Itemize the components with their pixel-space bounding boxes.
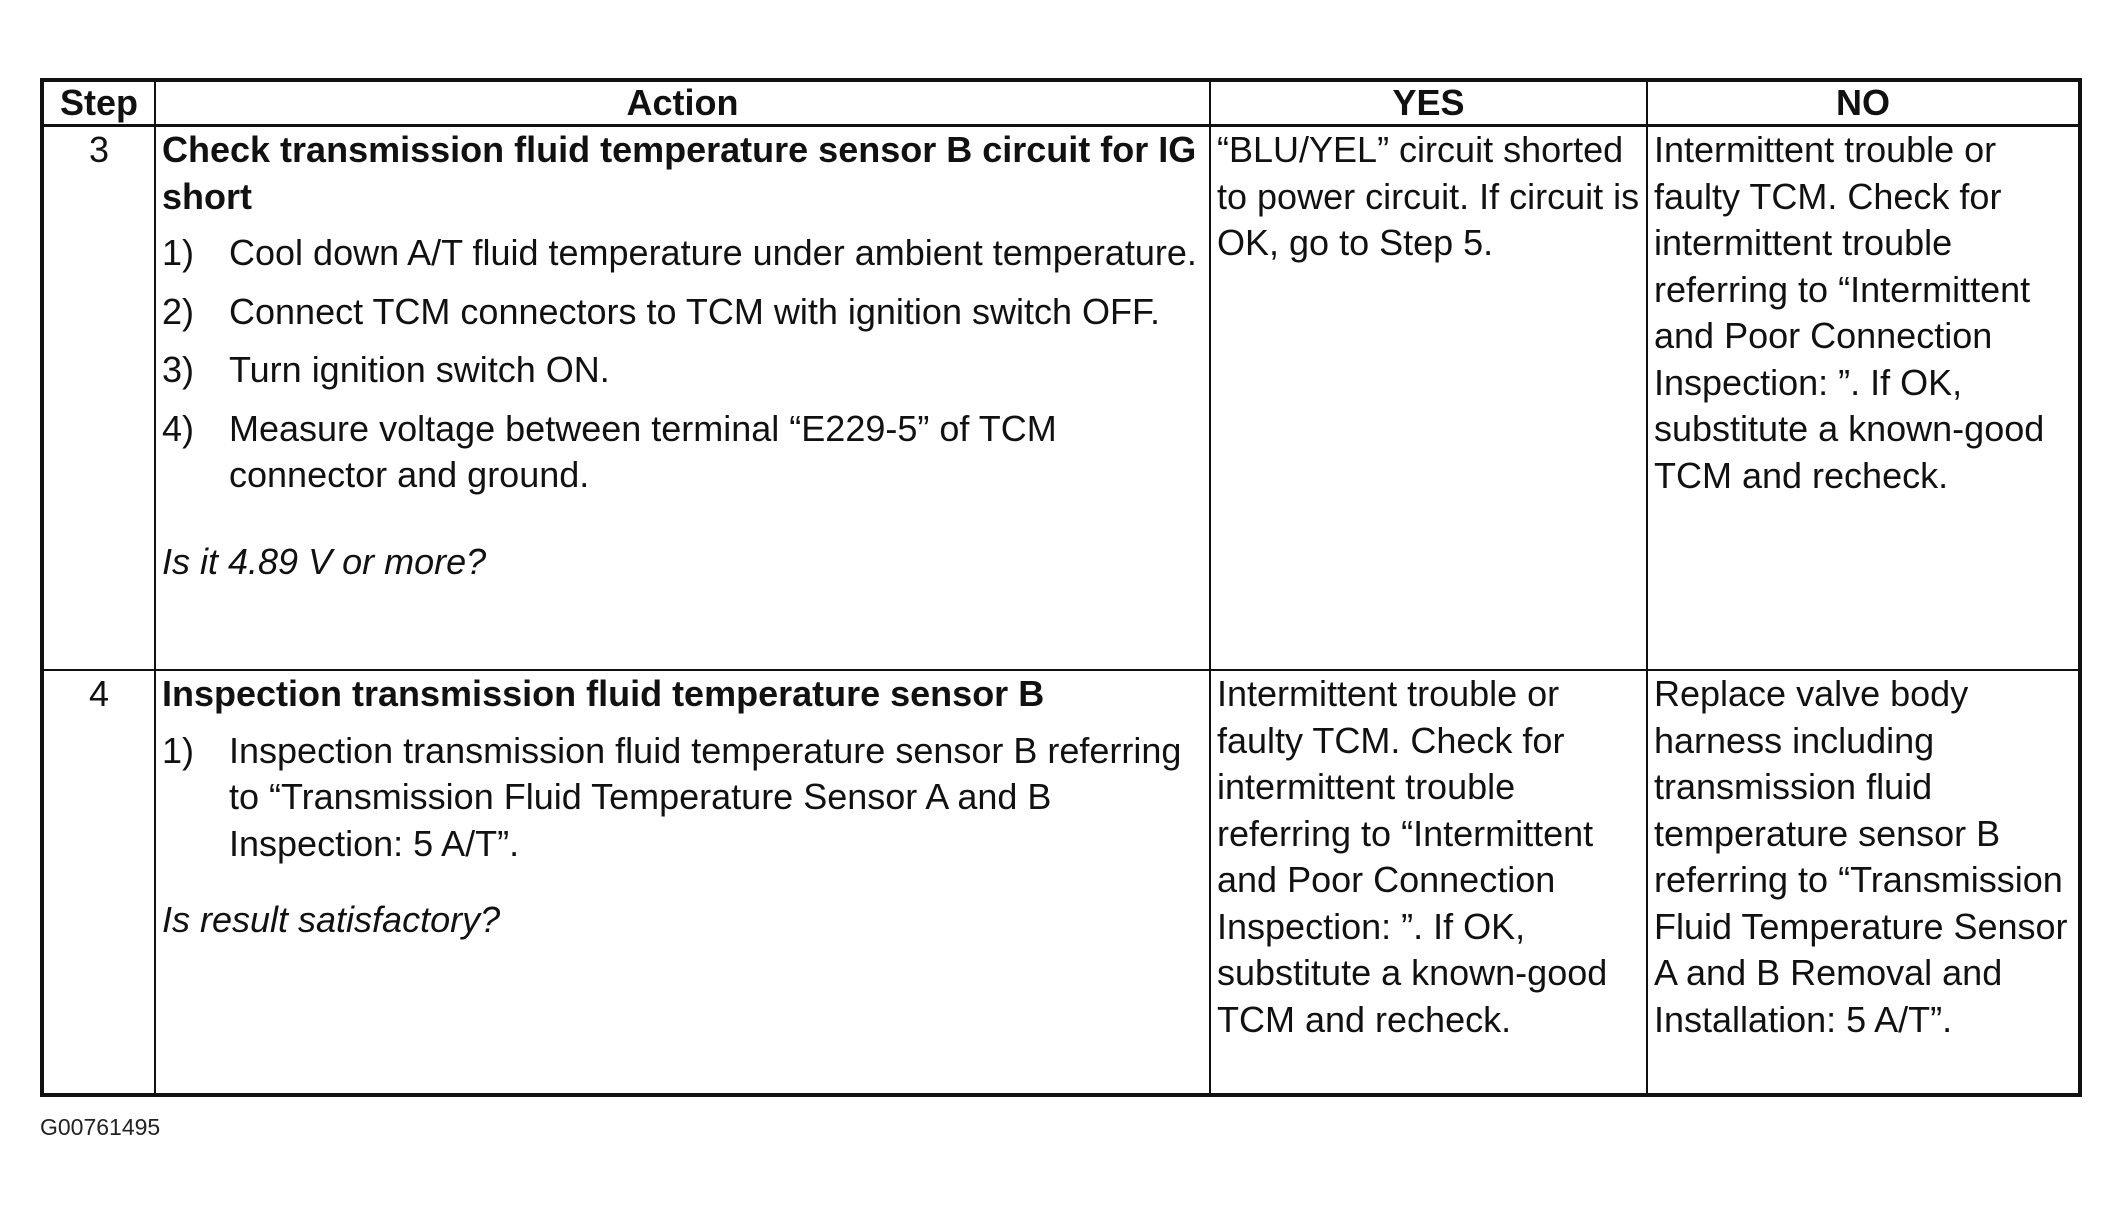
substep-text: Connect TCM connectors to TCM with ignition switch OFF.: [229, 290, 1160, 332]
header-action: Action: [155, 80, 1210, 126]
figure-id: G00761495: [40, 1114, 161, 1140]
yes-result: Intermittent trouble or faulty TCM. Check for intermittent trouble referring to “Intermittent and Poor Connection Inspection: ”. If OK, substitute a known-good TCM and recheck.: [1217, 673, 1608, 1040]
action-cell: [155, 670, 1210, 1095]
substep-list: [162, 230, 1203, 499]
header-row: [42, 80, 2080, 126]
substep-number: 1): [162, 232, 195, 273]
substep-text: Turn ignition switch ON.: [229, 349, 610, 390]
action-cell: [155, 126, 1210, 671]
substep-list: [162, 728, 1203, 868]
no-cell: [1647, 126, 2080, 671]
action-question: Is result satisfactory?: [162, 899, 501, 940]
no-cell: [1647, 670, 2080, 1095]
substep-text: Inspection transmission fluid temperature sensor B referring to “Transmission Fluid Temperature Sensor A and B Inspection: 5 A/T”.: [229, 729, 1182, 864]
substep-item: [162, 289, 1203, 336]
substep-item: [162, 406, 1203, 499]
diagnostic-table: [40, 78, 2082, 1097]
step-number: 3: [42, 126, 155, 671]
substep-number: 1): [162, 729, 195, 771]
substep-text: Measure voltage between terminal “E229-5” of TCM connector and ground.: [229, 407, 1057, 495]
action-title: Check transmission fluid temperature sensor B circuit for IG short: [162, 129, 1197, 217]
yes-cell: [1210, 670, 1647, 1095]
table-row: [42, 126, 2080, 671]
table-row: [42, 670, 2080, 1095]
header-yes: YES: [1210, 80, 1647, 126]
substep-item: [162, 230, 1203, 277]
yes-result: “BLU/YEL” circuit shorted to power circuit. If circuit is OK, go to Step 5.: [1217, 129, 1640, 263]
header-no: NO: [1647, 80, 2080, 126]
yes-cell: [1210, 126, 1647, 671]
header-step: Step: [42, 80, 155, 126]
step-number: 4: [42, 670, 155, 1095]
no-result: Replace valve body harness including transmission fluid temperature sensor B referring to “Transmission Fluid Temperature Sensor A and B Removal and Installation: 5 A/T”.: [1654, 673, 2068, 1040]
substep-number: 2): [162, 290, 195, 332]
substep-item: [162, 728, 1203, 868]
substep-text: Cool down A/T fluid temperature under ambient temperature.: [229, 232, 1197, 273]
action-title: Inspection transmission fluid temperature sensor B: [162, 673, 1045, 714]
substep-number: 4): [162, 407, 195, 449]
no-result: Intermittent trouble or faulty TCM. Check for intermittent trouble referring to “Intermittent and Poor Connection Inspection: ”. If OK, substitute a known-good TCM and recheck.: [1654, 129, 2045, 496]
substep-number: 3): [162, 349, 195, 390]
action-question: Is it 4.89 V or more?: [162, 540, 487, 582]
substep-item: [162, 347, 1203, 394]
